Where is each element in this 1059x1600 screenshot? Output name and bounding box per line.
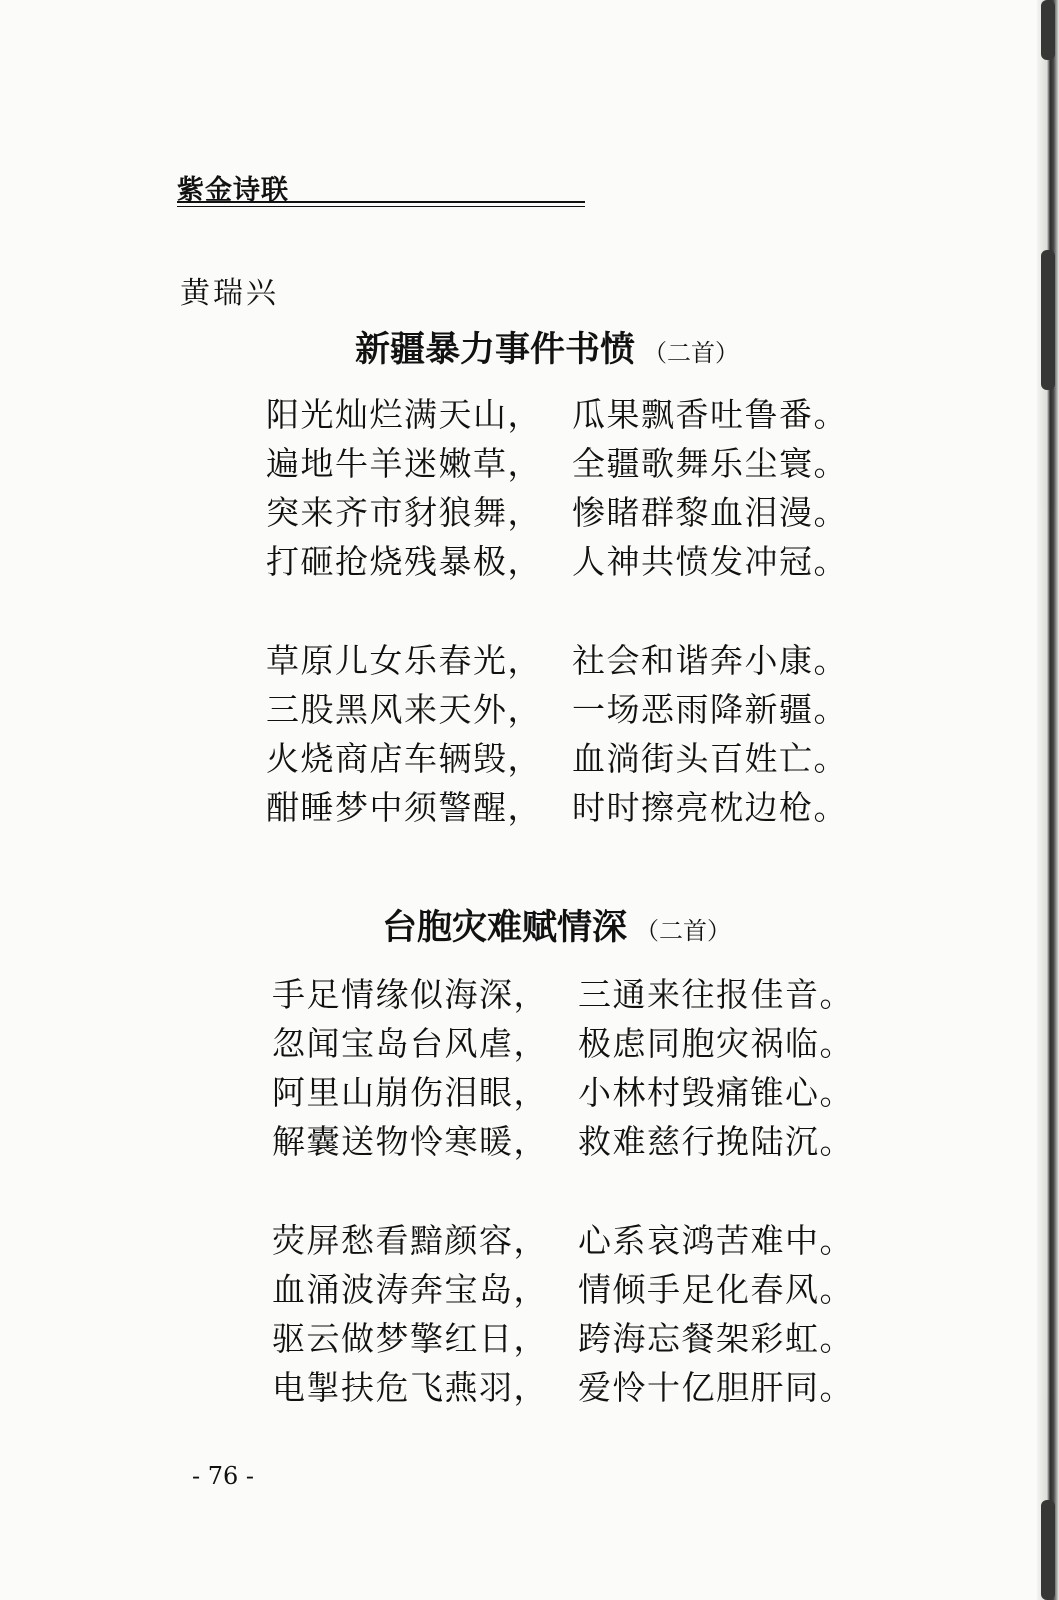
verse-second-half: 心系哀鸿苦难中。 bbox=[578, 1221, 854, 1260]
verse-second-half: 小林村毁痛锥心。 bbox=[578, 1073, 854, 1112]
verse-line bbox=[272, 1314, 884, 1363]
stanza-2-2 bbox=[272, 1216, 884, 1412]
poem-title-1 bbox=[355, 322, 739, 372]
verse-second-half: 一场恶雨降新疆。 bbox=[572, 690, 848, 729]
verse-first-half: 三股黑风来天外， bbox=[266, 690, 542, 729]
author-name: 黄瑞兴 bbox=[180, 276, 279, 311]
poem-title-note: （二首） bbox=[643, 339, 740, 367]
verse-line bbox=[266, 783, 878, 832]
scanned-page-edge bbox=[1037, 0, 1059, 1600]
verse-line bbox=[266, 439, 878, 488]
verse-first-half: 火烧商店车辆毁， bbox=[266, 739, 542, 778]
verse-second-half: 时时擦亮枕边枪。 bbox=[572, 788, 848, 827]
verse-second-half: 社会和谐奔小康。 bbox=[572, 641, 848, 680]
verse-line bbox=[272, 970, 884, 1019]
verse-line bbox=[272, 1019, 884, 1068]
stanza-1-2 bbox=[266, 636, 878, 832]
journal-title: 紫金诗联 bbox=[177, 175, 289, 206]
verse-first-half: 忽闻宝岛台风虐， bbox=[272, 1024, 548, 1063]
stanza-1-1 bbox=[266, 390, 878, 586]
verse-second-half: 瓜果飘香吐鲁番。 bbox=[572, 395, 848, 434]
verse-first-half: 电掣扶危飞燕羽， bbox=[272, 1368, 548, 1407]
poem-title-text: 新疆暴力事件书愤 bbox=[355, 329, 636, 370]
verse-second-half: 三通来往报佳音。 bbox=[578, 975, 854, 1014]
verse-second-half: 救难慈行挽陆沉。 bbox=[578, 1122, 854, 1161]
poem-title-2 bbox=[382, 900, 731, 950]
verse-second-half: 爱怜十亿胆肝同。 bbox=[578, 1368, 854, 1407]
verse-first-half: 遍地牛羊迷嫩草， bbox=[266, 444, 542, 483]
verse-first-half: 解囊送物怜寒暖， bbox=[272, 1122, 548, 1161]
verse-line bbox=[272, 1363, 884, 1412]
header-rule bbox=[177, 201, 585, 207]
verse-line bbox=[272, 1068, 884, 1117]
verse-first-half: 阿里山崩伤泪眼， bbox=[272, 1073, 548, 1112]
verse-second-half: 极虑同胞灾祸临。 bbox=[578, 1024, 854, 1063]
stanza-2-1 bbox=[272, 970, 884, 1166]
verse-second-half: 血淌街头百姓亡。 bbox=[572, 739, 848, 778]
verse-first-half: 荧屏愁看黯颜容， bbox=[272, 1221, 548, 1260]
verse-first-half: 手足情缘似海深， bbox=[272, 975, 548, 1014]
verse-second-half: 跨海忘餐架彩虹。 bbox=[578, 1319, 854, 1358]
verse-first-half: 突来齐市豺狼舞， bbox=[266, 493, 542, 532]
verse-first-half: 酣睡梦中须警醒， bbox=[266, 788, 542, 827]
verse-second-half: 惨睹群黎血泪漫。 bbox=[572, 493, 848, 532]
verse-line bbox=[266, 734, 878, 783]
verse-second-half: 情倾手足化春风。 bbox=[578, 1270, 854, 1309]
verse-line bbox=[266, 636, 878, 685]
verse-first-half: 血涌波涛奔宝岛， bbox=[272, 1270, 548, 1309]
poem-title-text: 台胞灾难赋情深 bbox=[382, 907, 628, 948]
verse-first-half: 打砸抢烧残暴极， bbox=[266, 542, 542, 581]
verse-line bbox=[266, 390, 878, 439]
verse-second-half: 人神共愤发冲冠。 bbox=[572, 542, 848, 581]
verse-line bbox=[266, 537, 878, 586]
verse-first-half: 阳光灿烂满天山， bbox=[266, 395, 542, 434]
verse-line bbox=[272, 1265, 884, 1314]
verse-line bbox=[266, 685, 878, 734]
verse-first-half: 草原儿女乐春光， bbox=[266, 641, 542, 680]
verse-line bbox=[272, 1216, 884, 1265]
poem-title-note: （二首） bbox=[635, 917, 732, 945]
verse-first-half: 驱云做梦擎红日， bbox=[272, 1319, 548, 1358]
verse-line bbox=[266, 488, 878, 537]
page-number: - 76 - bbox=[192, 1462, 255, 1490]
verse-second-half: 全疆歌舞乐尘寰。 bbox=[572, 444, 848, 483]
verse-line bbox=[272, 1117, 884, 1166]
